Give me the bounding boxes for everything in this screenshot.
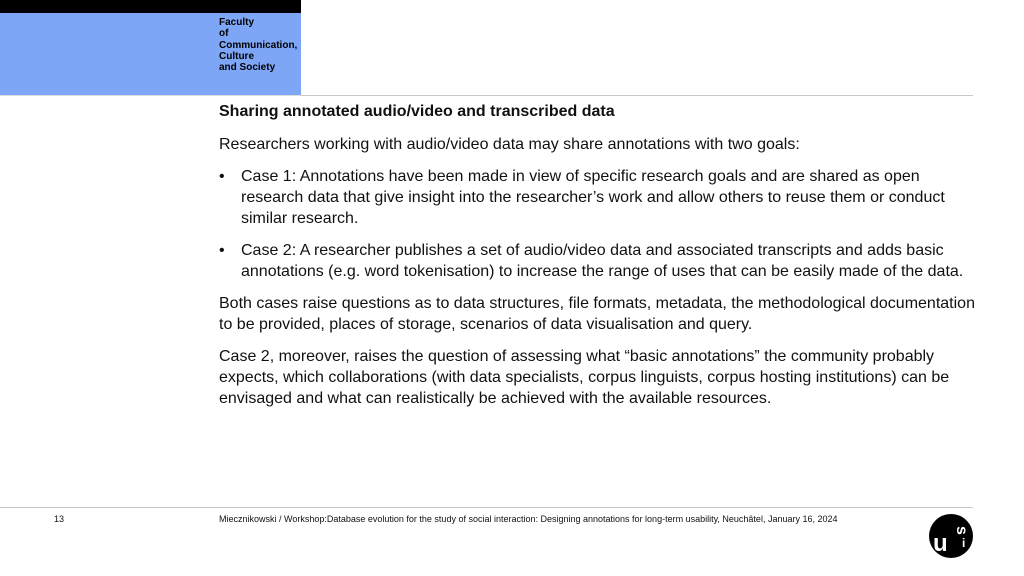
logo-letter-s: s — [953, 526, 970, 535]
logo-letter-i: i — [962, 536, 966, 550]
page-number: 13 — [54, 514, 65, 524]
faculty-line: Communication, — [219, 39, 298, 51]
header-divider-left — [0, 95, 301, 96]
paragraph-both-cases: Both cases raise questions as to data structures, file formats, metadata, the methodological documentation to be provided, places of storage, scenarios of data visualisation and query. — [219, 295, 975, 333]
intro-paragraph: Researchers working with audio/video data may share annotations with two goals: — [219, 136, 800, 153]
case-list — [219, 166, 979, 282]
footer-citation: Miecznikowski / Workshop:Database evolution for the study of social interaction: Designing annotations for long-term usability, Neuchâtel, January 16, 2024 — [219, 514, 838, 524]
bullet-icon: • — [219, 242, 225, 259]
faculty-name — [219, 17, 297, 73]
header-divider — [301, 95, 973, 96]
faculty-line: of — [219, 28, 229, 40]
logo-letter-u: u — [933, 530, 948, 557]
bullet-text: Case 2: A researcher publishes a set of audio/video data and associated transcripts and adds basic annotations (e.g. word tokenisation) to increase the range of uses that can be easily made of the data. — [241, 242, 964, 280]
bullet-text: Case 1: Annotations have been made in view of specific research goals and are shared as open research data that give insight into the researcher’s work and allow others to reuse them or conduct similar research. — [241, 168, 945, 227]
slide-title: Sharing annotated audio/video and transcribed data — [219, 103, 615, 120]
list-item — [219, 240, 979, 282]
university-logo-icon — [929, 514, 973, 558]
faculty-line: Culture — [219, 50, 254, 62]
slide-body — [219, 101, 979, 420]
faculty-line: Faculty — [219, 17, 255, 28]
paragraph-case-2: Case 2, moreover, raises the question of assessing what “basic annotations” the community probably expects, which collaborations (with data specialists, corpus linguists, corpus hosting institutions) can be envisaged and what can realistically be achieved with the available resources. — [219, 348, 950, 407]
list-item — [219, 166, 979, 229]
footer-divider — [0, 507, 973, 508]
faculty-line: and Society — [219, 62, 276, 74]
banner-top-bar — [0, 0, 301, 13]
bullet-icon: • — [219, 168, 225, 185]
